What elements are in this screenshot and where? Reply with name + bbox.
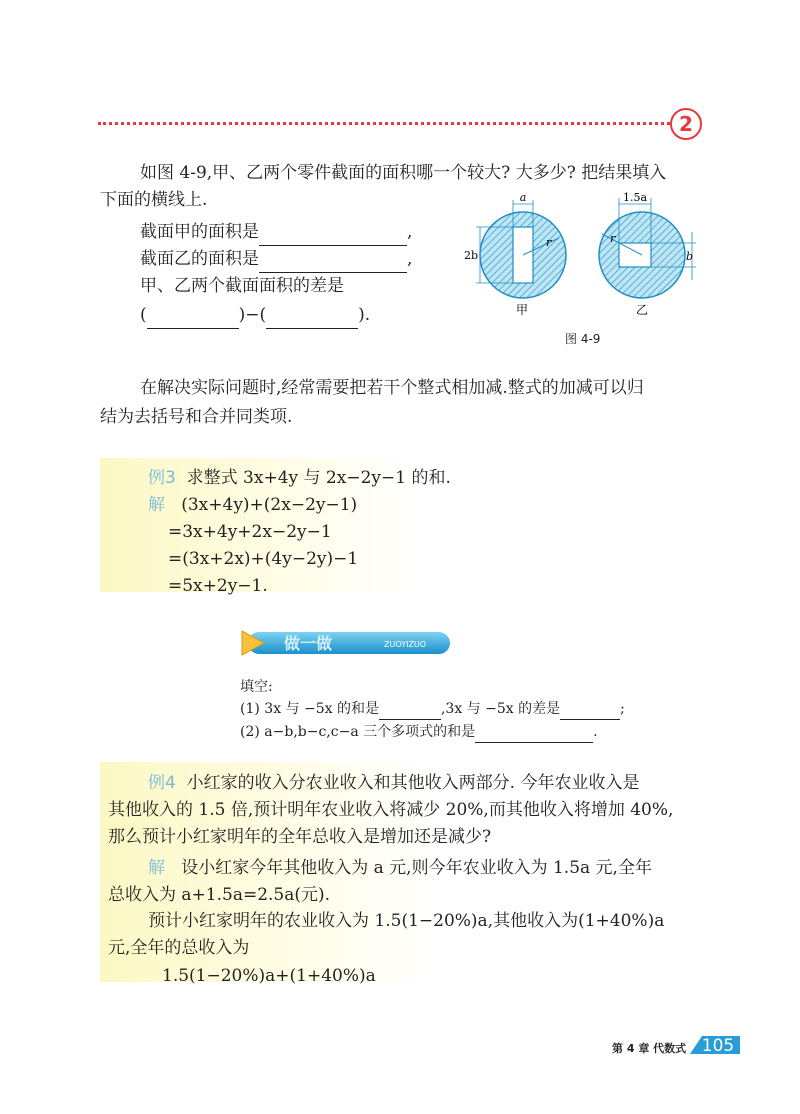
answer-row-yi <box>140 246 412 273</box>
paren-minus: )−( <box>238 305 267 325</box>
example4-solution-3: 预计小红家明年的农业收入为 1.5(1−20%)a,其他收入为(1+40%)a <box>148 911 665 931</box>
activity-blank-2[interactable] <box>560 705 620 720</box>
comma: , <box>407 249 413 269</box>
activity-blank-1[interactable] <box>379 705 441 720</box>
activity-item-2 <box>240 721 598 743</box>
activity-blank-3[interactable] <box>475 728 593 743</box>
comma: , <box>407 222 413 242</box>
activity-item-2-text: (2) a−b,b−c,c−a 三个多项式的和是 <box>240 724 476 740</box>
example3-step-2: =3x+4y+2x−2y−1 <box>168 522 332 542</box>
answer-label-yi: 截面乙的面积是 <box>140 249 259 269</box>
footer-chapter: 第 4 章 代数式 <box>612 1042 687 1055</box>
example3-step-1: (3x+4y)+(2x−2y−1) <box>181 495 358 515</box>
diff-blank-1[interactable] <box>147 310 239 329</box>
example4-line-2: 其他收入的 1.5 倍,预计明年农业收入将减少 20%,而其他收入将增加 40%, <box>108 800 674 820</box>
activity-item-1-part-b: ,3x 与 −5x 的差是 <box>440 701 561 717</box>
paragraph-line-1: 在解决实际问题时,经常需要把若干个整式相加减.整式的加减可以归 <box>140 378 644 398</box>
slot-yi <box>619 243 651 267</box>
example4-label: 例4 <box>148 773 176 793</box>
activity-prompt: 填空: <box>240 679 273 695</box>
paren: ( <box>140 305 147 325</box>
example3-text: 求整式 3x+4y 与 2x−2y−1 的和. <box>186 468 451 488</box>
diff-label: 甲、乙两个截面面积的差是 <box>140 276 344 296</box>
period: . <box>593 724 598 740</box>
semicolon: ; <box>620 701 625 717</box>
dim-r-jia: r <box>546 236 552 249</box>
example3-solution-label: 解 <box>148 495 165 515</box>
answer-label-jia: 截面甲的面积是 <box>140 222 259 242</box>
label-yi: 乙 <box>635 303 649 317</box>
paren: ). <box>358 305 371 325</box>
answer-blank-jia[interactable] <box>259 227 407 246</box>
paragraph-line-2: 结为去括号和合并同类项. <box>100 407 293 427</box>
question-line-2: 下面的横线上. <box>100 190 208 210</box>
activity-item-1 <box>240 698 625 720</box>
example3-step-4: =5x+2y−1. <box>168 576 268 596</box>
label-jia: 甲 <box>515 303 529 317</box>
example4-solution-1 <box>148 855 652 882</box>
example4-solution-1-text: 设小红家今年其他收入为 a 元,则今年农业收入为 1.5a 元,全年 <box>181 858 652 878</box>
dim-1-5a: 1.5a <box>622 191 648 204</box>
question-line-1: 如图 4-9,甲、乙两个零件截面的面积哪一个较大? 大多少? 把结果填入 <box>140 163 667 183</box>
activity-pinyin: ZUOYIZUO <box>384 640 427 649</box>
example3-step-row <box>148 492 357 519</box>
figure-4-9 <box>450 190 720 320</box>
example4-solution-4: 元,全年的总收入为 <box>108 938 250 958</box>
example4-solution-label: 解 <box>148 858 165 878</box>
page-number: 105 <box>701 1036 735 1056</box>
diff-blank-2[interactable] <box>266 310 358 329</box>
example3-step-3: =(3x+2x)+(4y−2y)−1 <box>168 549 359 569</box>
example3-question <box>148 465 451 492</box>
activity-banner <box>240 628 452 658</box>
example4-solution-2: 总收入为 a+1.5a=2.5a(元). <box>108 885 331 905</box>
example4-solution-5: 1.5(1−20%)a+(1+40%)a <box>162 966 376 986</box>
dim-2b: 2b <box>464 249 479 262</box>
answer-row-jia <box>140 219 412 246</box>
dim-a: a <box>519 191 527 204</box>
section-badge: 2 <box>670 108 702 140</box>
answer-blank-yi[interactable] <box>259 254 407 273</box>
example4-line-1-text: 小红家的收入分农业收入和其他收入两部分. 今年农业收入是 <box>186 773 640 793</box>
figure-caption: 图 4-9 <box>565 332 601 346</box>
dim-b: b <box>686 250 694 263</box>
dim-r-yi: r <box>610 232 616 245</box>
example4-line-1 <box>148 770 639 797</box>
activity-item-1-part-a: (1) 3x 与 −5x 的和是 <box>240 701 379 717</box>
example4-line-3: 那么预计小红家明年的全年总收入是增加还是减少? <box>108 827 492 847</box>
dotted-rule <box>98 122 670 125</box>
diff-row <box>140 302 370 329</box>
activity-title: 做一做 <box>284 634 333 653</box>
page-number-tab <box>690 1030 740 1056</box>
example3-label: 例3 <box>148 468 176 488</box>
